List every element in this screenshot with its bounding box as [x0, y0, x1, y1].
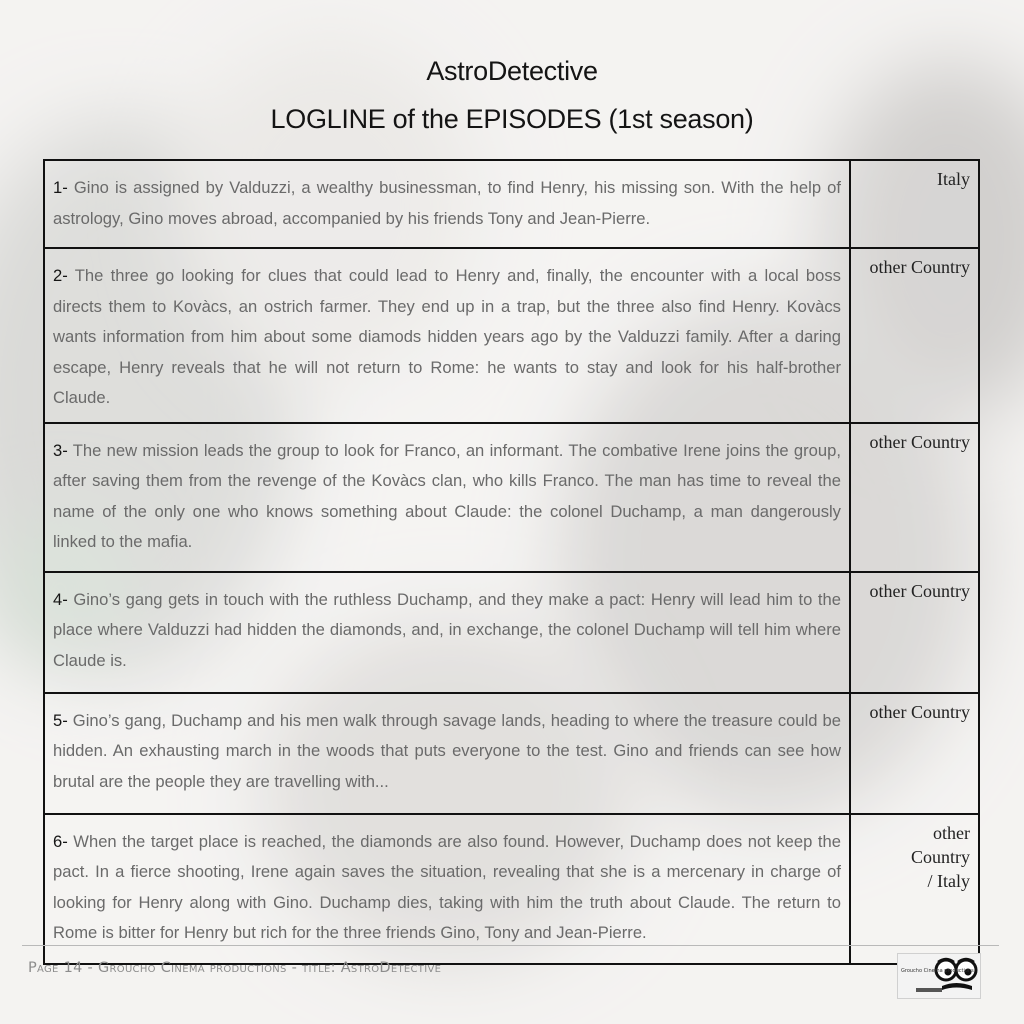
episode-logline — [44, 572, 850, 693]
page-footer: Page 14 - Groucho Cinema productions - title: AstroDetective — [28, 960, 442, 976]
groucho-logo — [897, 953, 981, 999]
episode-number: 3- — [53, 440, 68, 460]
episode-country: other Country — [850, 248, 979, 423]
groucho-glasses-icon — [898, 954, 980, 998]
footer-divider — [22, 945, 999, 946]
episode-text: Gino’s gang, Duchamp and his men walk through savage lands, heading to where the treasure could be hidden. An exhausting march in the woods that puts everyone to the test. Gino and friends can see how brutal are the people they are travelling with... — [53, 710, 841, 791]
episode-country: other Country — [850, 693, 979, 814]
episode-country: other Country — [850, 572, 979, 693]
episode-text: The new mission leads the group to look for Franco, an informant. The combative Irene joins the group, after saving them from the revenge of the Kovàcs clan, who kills Franco. The man has time to reveal the name of the only one who knows something about Claude: the colonel Duchamp, a man dangerously linked to the mafia. — [53, 440, 841, 551]
episode-logline — [44, 423, 850, 572]
episode-row — [44, 693, 979, 814]
episode-country: Italy — [850, 160, 979, 248]
episode-number: 4- — [53, 589, 68, 609]
episode-text: When the target place is reached, the diamonds are also found. However, Duchamp does not keep the pact. In a fierce shooting, Irene again saves the situation, revealing that she is a mercenary in charge of looking for Henry along with Gino. Duchamp dies, taking with him the truth about Claude. The return to Rome is bitter for Henry but rich for the three friends Gino, Tony and Jean-Pierre. — [53, 831, 841, 942]
episode-logline — [44, 160, 850, 248]
episode-logline — [44, 248, 850, 423]
document-subtitle: LOGLINE of the EPISODES (1st season) — [270, 104, 754, 134]
episode-logline — [44, 693, 850, 814]
episode-country: other Country / Italy — [850, 814, 979, 964]
document-title: AstroDetective — [426, 56, 598, 86]
episode-number: 1- — [53, 178, 68, 197]
episode-row — [44, 160, 979, 248]
episode-number: 2- — [53, 266, 68, 285]
episode-row — [44, 572, 979, 693]
episode-text: The three go looking for clues that could lead to Henry and, finally, the encounter with a local boss directs them to Kovàcs, an ostrich farmer. They end up in a trap, but the three also find Henry. Kovàcs wants information from him about some diamods hidden years ago by the Valduzzi family. After a daring escape, Henry reveals that he will not return to Rome: he wants to stay and look for his half-brother Claude. — [53, 266, 841, 407]
logo-text: Groucho Cinema productions — [901, 968, 974, 974]
episode-row — [44, 248, 979, 423]
episode-row — [44, 814, 979, 964]
episode-number: 6- — [53, 831, 68, 851]
episode-country: other Country — [850, 423, 979, 572]
episode-text: Gino’s gang gets in touch with the ruthless Duchamp, and they make a pact: Henry will lead him to the place where Valduzzi had hidden the diamonds, and, in exchange, the colonel Duchamp will tell him where Claude is. — [53, 589, 841, 670]
episode-row — [44, 423, 979, 572]
episode-logline — [44, 814, 850, 964]
episodes-table — [43, 159, 980, 965]
episode-number: 5- — [53, 710, 68, 730]
episode-text: Gino is assigned by Valduzzi, a wealthy businessman, to find Henry, his missing son. With the help of astrology, Gino moves abroad, accompanied by his friends Tony and Jean-Pierre. — [53, 178, 841, 228]
